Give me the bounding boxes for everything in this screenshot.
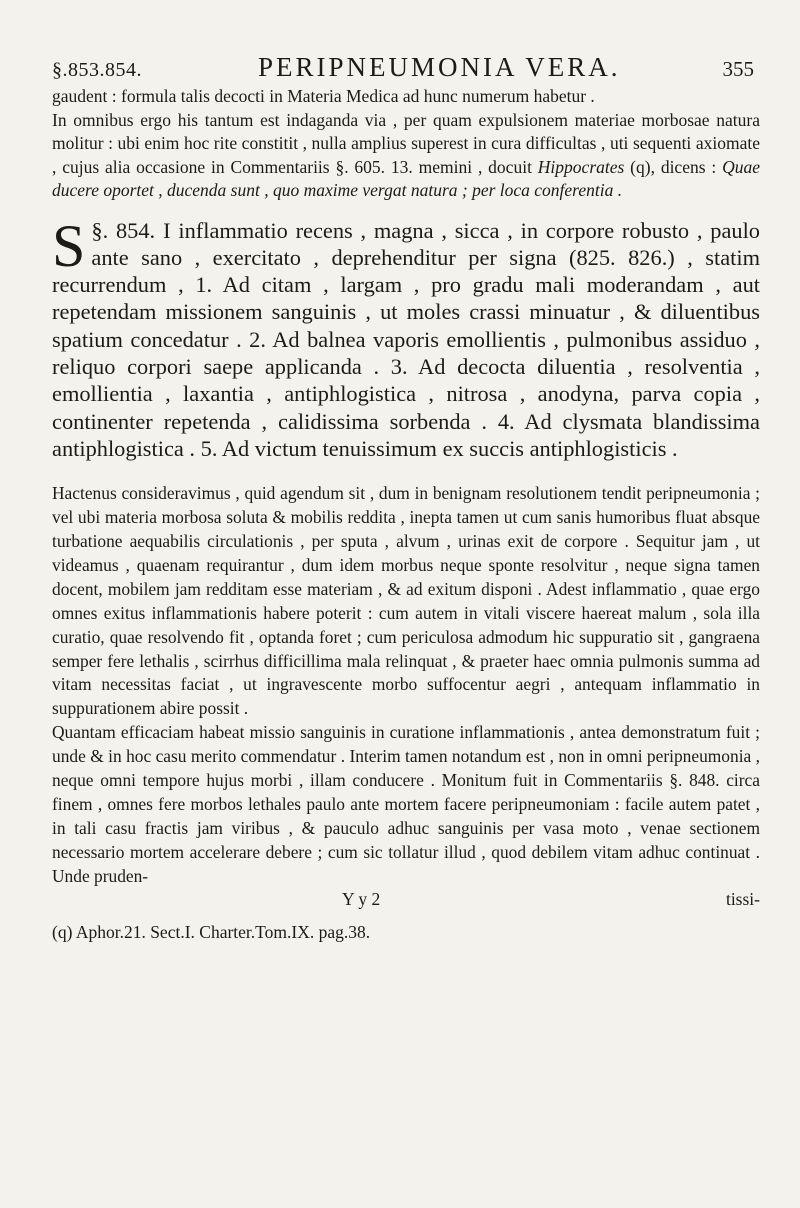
- aphorism-854: [52, 212, 760, 463]
- footnote: (q) Aphor.21. Sect.I. Charter.Tom.IX. pag.38.: [52, 921, 371, 942]
- intro-text-b: (q), dicens :: [624, 156, 723, 177]
- hippocrates-name: Hippocrates: [537, 156, 625, 177]
- section-number: §. 854.: [91, 217, 156, 243]
- intro-text-a: In omnibus ergo his tantum est indaganda via , per quam expulsionem materiae morbosae natura molitur : ubi enim hoc rite constitit , nulla amplius superest in cura difficultas , uti sequenti axiomate , cujus alia occasione in Commentariis §. 605. 13. memini , docuit: [52, 109, 760, 177]
- catchword: tissi-: [725, 888, 760, 909]
- intro-paragraph: [52, 109, 760, 203]
- page-number: 355: [722, 57, 754, 81]
- header-title: PERIPNEUMONIA VERA.: [257, 52, 621, 82]
- drop-cap: S: [52, 212, 86, 279]
- page-foot: [52, 889, 760, 910]
- signature-mark: Y y 2: [342, 888, 381, 909]
- commentary-paragraph-2: Quantam efficaciam habeat missio sanguinis in curatione inflammationis , antea demonstratum fuit ; unde & in hoc casu merito commendatur . Interim tamen notandum est , non in omni peripneumonia , neque omni tempore hujus morbi , illam conducere . Monitum fuit in Commentariis §. 848. circa finem , omnes fere morbos lethales paulo ante mortem facere peripneumoniam : facile autem patet , in tali casu fractis jam viribus , & pauculo adhuc sanguinis per vasa moto , venae sectionem necessario mortem accelerare debere ; cum sic tollatur illud , quod debilem vitam adhuc continuat . Unde pruden-: [52, 722, 760, 886]
- hippocrates-quote: Quae ducere oportet , ducenda sunt , quo maxime vergat natura ; per loca conferentia .: [52, 156, 760, 200]
- header-section-numbers: §.853.854.: [52, 59, 142, 81]
- running-header: [52, 52, 760, 83]
- continuation-line: gaudent : formula talis decocti in Materia Medica ad hunc numerum habetur .: [52, 86, 595, 106]
- aphorism-text: I inflammatio recens , magna , sicca , in corpore robusto , paulo ante sano , exercitato , deprehenditur per signa (825. 826.) , statim recurrendum , 1. Ad citam , largam , pro gradu mali moderandam , aut repetendam missionem sanguinis , ut moles crassi minuatur , & diluentibus spatium concedatur . 2. Ad balnea vaporis emollientis , pulmonibus assiduo , reliquo corpori saepe applicanda . 3. Ad decocta diluentia , resolventia , emollientia , laxantia , antiphlogistica , nitrosa , anodyna, parva copia , continenter repetenda , calidissima sorbenda . 4. Ad clysmata blandissima antiphlogistica . 5. Ad victum tenuissimum ex succis antiphlogisticis .: [52, 217, 760, 461]
- commentary-paragraph-1: Hactenus consideravimus , quid agendum sit , dum in benignam resolutionem tendit peripneumonia ; vel ubi materia morbosa soluta & mobilis reddita , inepta tamen ut cum sanis humoribus fluat absque turbatione aequabilis circulationis , per sputa , alvum , urinas exit de corpore . Sequitur jam , ut videamus , quaenam requirantur , dum idem morbus neque sponte resolvitur , neque signa tamen docent, mobilem jam redditam esse materiam , & ad exitum disponi . Adest inflammatio , quae ergo omnes exitus inflammationis habere poterit : cum autem in vitali viscere haereat malum , sola illa curatio, quae resolvendo fit , optanda foret ; cum periculosa admodum hic suppuratio sit , gangraena semper fere lethalis , scirrhus difficillima mala relinquat , & praeter haec omnia pulmonis summa ad vitam necessitas faciat , ut ingravescente morbo suffocentur aegri , antequam inflammatio in suppurationem abire possit .: [52, 483, 760, 719]
